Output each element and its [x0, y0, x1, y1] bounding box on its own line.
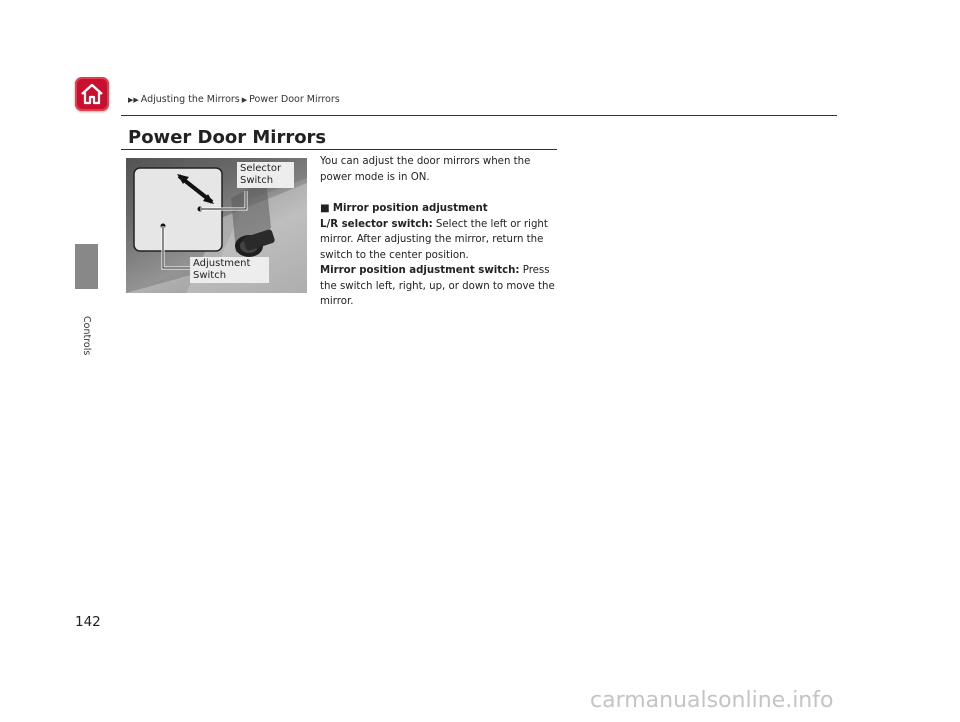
breadcrumb-item-current[interactable]: Power Door Mirrors: [249, 94, 340, 105]
item-text: Select the left or right mirror. After adjusting the mirror, return the switch to the center position.: [320, 218, 548, 261]
breadcrumb-item-parent[interactable]: Adjusting the Mirrors: [140, 94, 240, 105]
page-number: 142: [75, 614, 101, 630]
section-heading: [320, 201, 562, 217]
section-heading-text: Mirror position adjustment: [332, 203, 488, 214]
mirror-switch-illustration: [126, 158, 307, 293]
watermark: carmanualsonline.info: [590, 688, 834, 713]
body-text: [320, 154, 562, 310]
home-icon: [80, 83, 104, 105]
item-term: Mirror position adjustment switch:: [320, 265, 520, 276]
black-square-icon: ■: [320, 203, 330, 214]
section-tab[interactable]: [75, 244, 98, 289]
page-title: Power Door Mirrors: [128, 127, 327, 148]
item-term: L/R selector switch:: [320, 218, 433, 230]
header-divider: [121, 115, 837, 116]
intro-paragraph: You can adjust the door mirrors when the power mode is in ON.: [320, 156, 531, 183]
double-triangle-icon: ▶▶: [128, 95, 139, 104]
item-text: Press the switch left, right, up, or down to move the mirror.: [320, 265, 555, 307]
breadcrumb: [128, 94, 340, 105]
item-lr-selector: [320, 217, 562, 264]
triangle-separator-icon: ▶: [241, 95, 248, 104]
adjustment-switch-label: Adjustment Switch: [190, 257, 269, 283]
selector-switch-label: Selector Switch: [237, 162, 294, 188]
home-button[interactable]: [75, 77, 109, 111]
item-position-adjustment: [320, 263, 562, 310]
title-divider: [121, 149, 557, 150]
section-label: Controls: [81, 316, 92, 356]
